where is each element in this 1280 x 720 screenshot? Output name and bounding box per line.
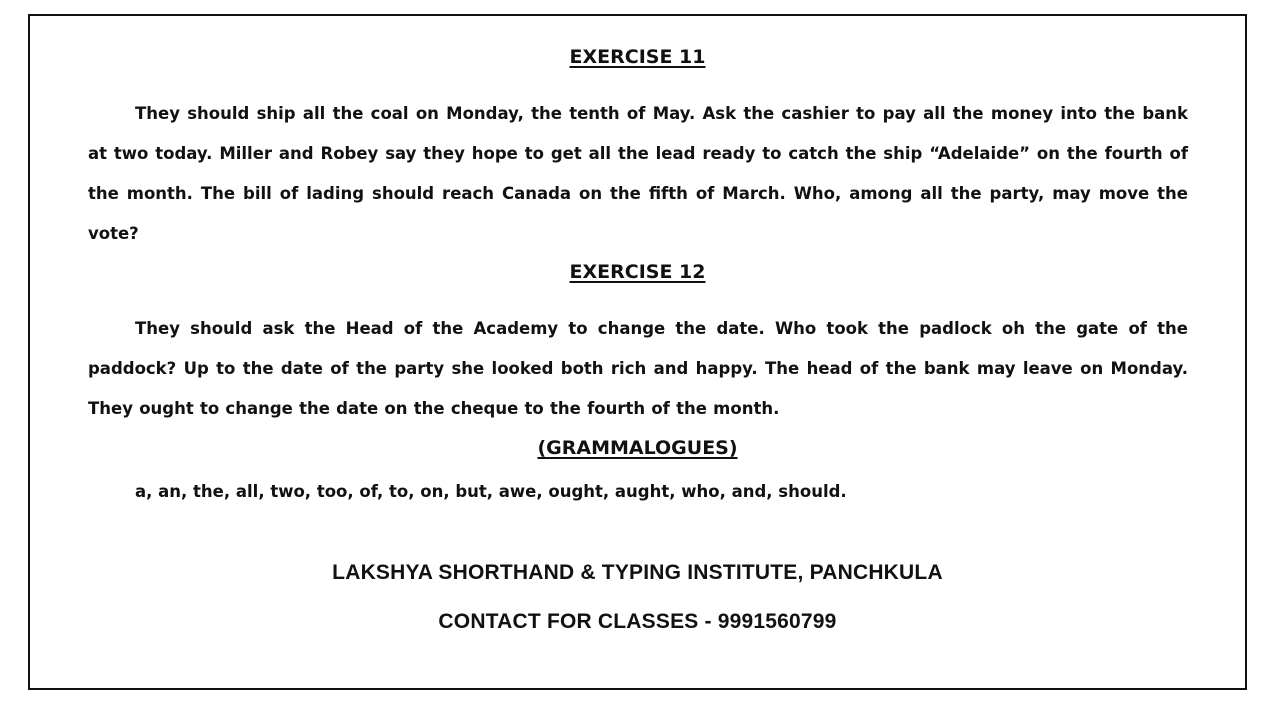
institute-name: LAKSHYA SHORTHAND & TYPING INSTITUTE, PANCHKULA xyxy=(332,561,943,584)
exercise-12-paragraph: They should ask the Head of the Academy to change the date. Who took the padlock oh the gate of the paddock? Up to the date of the party she looked both rich and happy. The head of the bank may leave on Monday. They ought to change the date on the cheque to the fourth of the month. xyxy=(88,319,1188,418)
grammalogues-heading xyxy=(30,437,1245,459)
grammalogues-heading-text: (GRAMMALOGUES) xyxy=(537,437,738,459)
exercise-11-paragraph: They should ship all the coal on Monday, the tenth of May. Ask the cashier to pay all the money into the bank at two today. Miller and Robey say they hope to get all the lead ready to catch the ship “Adelaide” on the fourth of the month. The bill of lading should reach Canada on the fifth of March. Who, among all the party, may move the vote? xyxy=(88,104,1188,243)
exercise-11-heading xyxy=(30,46,1245,68)
exercise-12-heading-text: EXERCISE 12 xyxy=(569,261,706,283)
grammalogues-list: a, an, the, all, two, too, of, to, on, but, awe, ought, aught, who, and, should. xyxy=(135,482,847,501)
exercise-11-heading-text: EXERCISE 11 xyxy=(569,46,706,68)
exercise-12-heading xyxy=(30,261,1245,283)
document-page xyxy=(28,14,1247,690)
contact-line: CONTACT FOR CLASSES - 9991560799 xyxy=(438,610,837,633)
